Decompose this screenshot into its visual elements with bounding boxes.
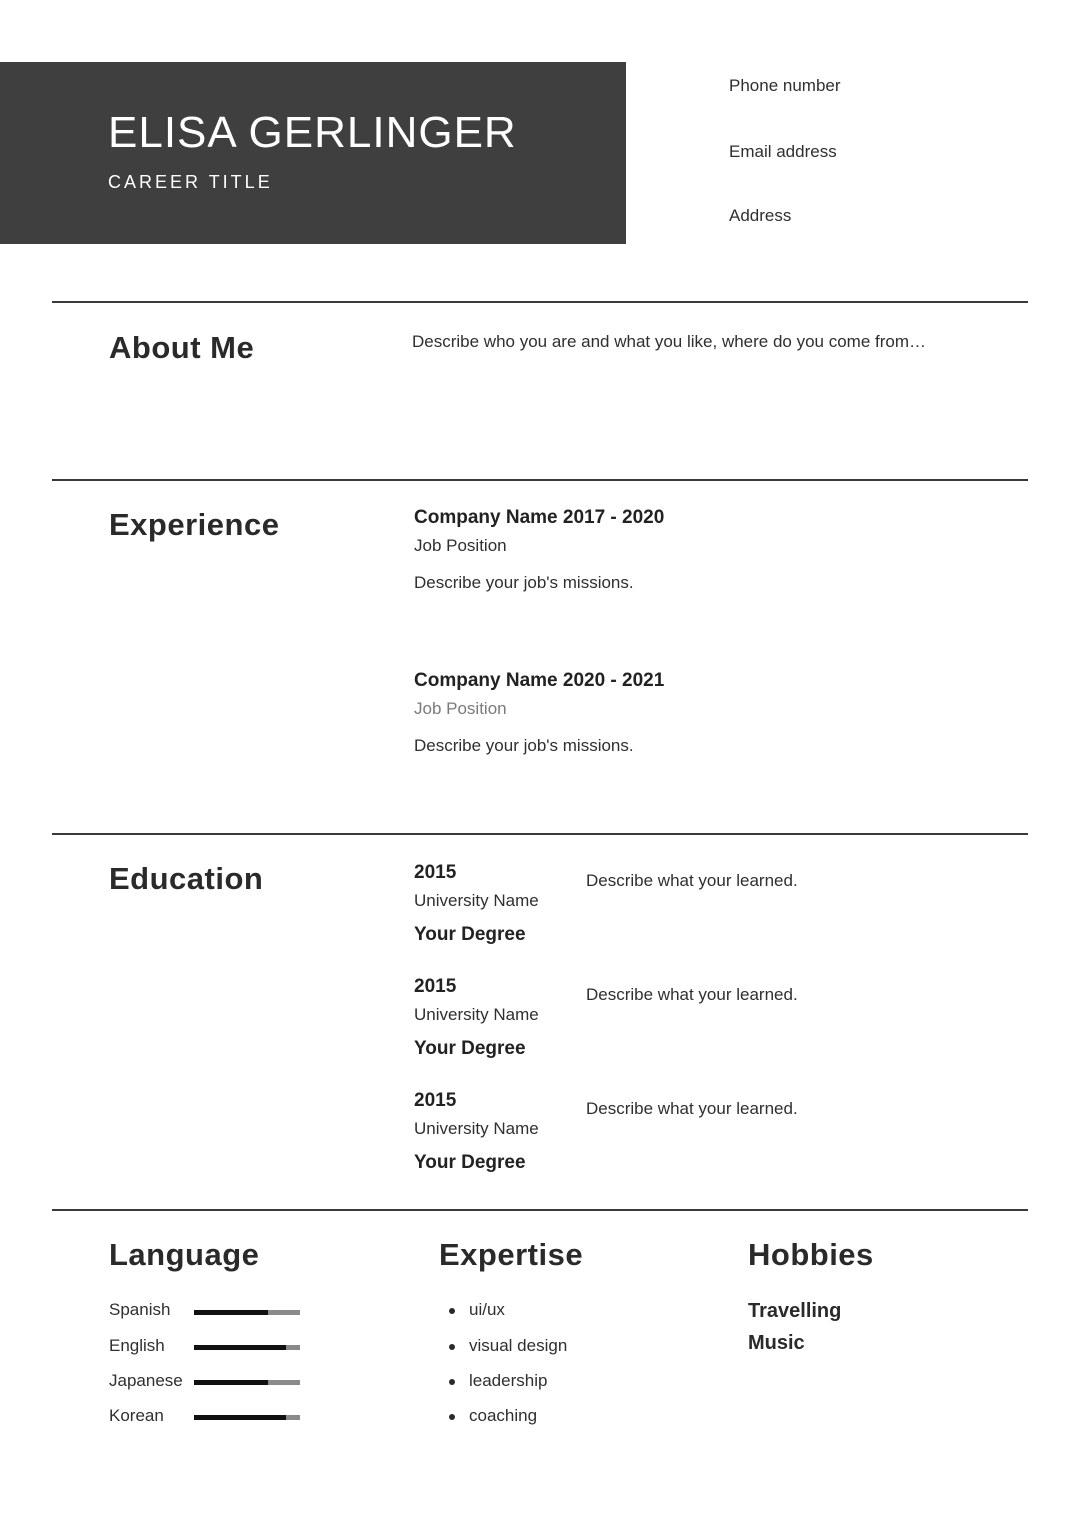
section-title-language: Language	[109, 1237, 260, 1272]
education-description: Describe what your learned.	[586, 985, 798, 1004]
experience-description: Describe your job's missions.	[414, 736, 634, 755]
education-university: University Name	[414, 891, 539, 910]
expertise-label: ui/ux	[469, 1300, 505, 1319]
education-university: University Name	[414, 1119, 539, 1138]
language-level-fill	[194, 1310, 268, 1315]
language-name: Japanese	[109, 1371, 183, 1390]
education-year: 2015	[414, 1090, 457, 1111]
language-name: English	[109, 1336, 165, 1355]
education-year: 2015	[414, 862, 457, 883]
divider-experience	[52, 479, 1028, 481]
career-title: CAREER TITLE	[108, 172, 273, 192]
experience-description: Describe your job's missions.	[414, 573, 634, 592]
person-name: ELISA GERLINGER	[108, 108, 517, 157]
education-description: Describe what your learned.	[586, 871, 798, 890]
experience-position: Job Position	[414, 699, 507, 718]
experience-position: Job Position	[414, 536, 507, 555]
contact-email: Email address	[729, 142, 837, 161]
hobby-item: Travelling	[748, 1300, 842, 1322]
language-level-bar	[194, 1380, 300, 1385]
language-name: Korean	[109, 1406, 164, 1425]
bullet-icon	[449, 1308, 455, 1314]
bullet-icon	[449, 1414, 455, 1420]
bullet-icon	[449, 1379, 455, 1385]
language-level-fill	[194, 1380, 268, 1385]
section-title-expertise: Expertise	[439, 1237, 584, 1272]
bullet-icon	[449, 1344, 455, 1350]
language-level-bar	[194, 1345, 300, 1350]
section-title-experience: Experience	[109, 507, 280, 542]
education-description: Describe what your learned.	[586, 1099, 798, 1118]
language-level-bar	[194, 1310, 300, 1315]
experience-company: Company Name 2017 - 2020	[414, 507, 665, 528]
section-title-hobbies: Hobbies	[748, 1237, 874, 1272]
contact-address: Address	[729, 206, 792, 225]
language-level-bar	[194, 1415, 300, 1420]
section-title-about: About Me	[109, 330, 255, 365]
about-text: Describe who you are and what you like, where do you come from…	[412, 332, 927, 351]
language-level-fill	[194, 1345, 286, 1350]
contact-phone: Phone number	[729, 76, 841, 95]
expertise-label: leadership	[469, 1371, 548, 1390]
section-title-education: Education	[109, 861, 264, 896]
education-degree: Your Degree	[414, 1152, 526, 1173]
language-level-fill	[194, 1415, 286, 1420]
education-university: University Name	[414, 1005, 539, 1024]
language-name: Spanish	[109, 1300, 171, 1319]
divider-about	[52, 301, 1028, 303]
divider-bottom	[52, 1209, 1028, 1211]
education-degree: Your Degree	[414, 924, 526, 945]
expertise-label: coaching	[469, 1406, 538, 1425]
hobby-item: Music	[748, 1332, 805, 1354]
expertise-label: visual design	[469, 1336, 568, 1355]
divider-education	[52, 833, 1028, 835]
education-degree: Your Degree	[414, 1038, 526, 1059]
education-year: 2015	[414, 976, 457, 997]
experience-company: Company Name 2020 - 2021	[414, 670, 665, 691]
